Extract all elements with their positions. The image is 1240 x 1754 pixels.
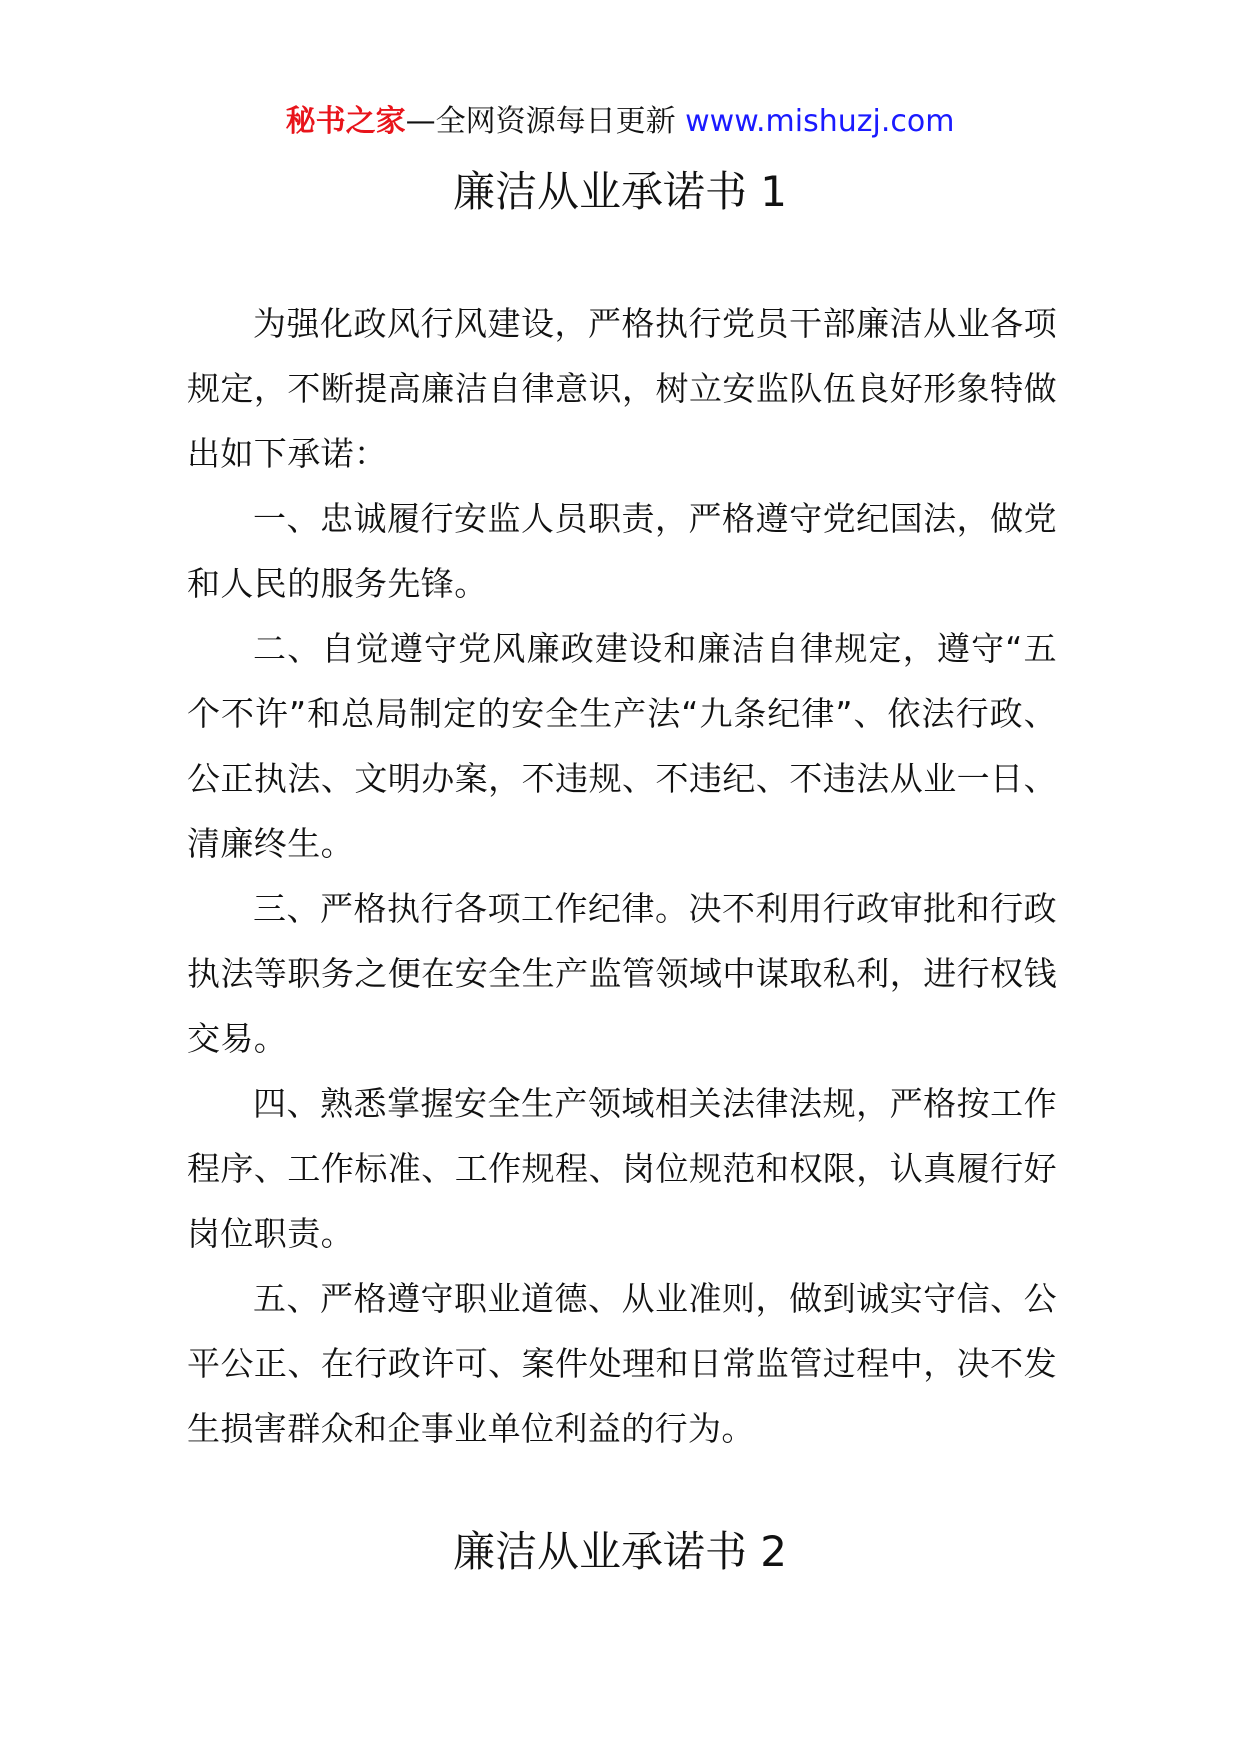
site-url-link[interactable]: www.mishuzj.com bbox=[685, 104, 955, 139]
site-brand: 秘书之家 bbox=[285, 104, 406, 139]
paragraph-item-5: 五、严格遵守职业道德、从业准则，做到诚实守信、公平公正、在行政许可、案件处理和日常监管过程中，决不发生损害群众和企事业单位利益的行为。 bbox=[187, 1279, 1057, 1448]
site-tagline: —全网资源每日更新 bbox=[405, 104, 686, 139]
site-header bbox=[0, 100, 1240, 144]
document-title-2: 廉洁从业承诺书 2 bbox=[452, 1527, 788, 1576]
paragraph-item-4: 四、熟悉掌握安全生产领域相关法律法规，严格按工作程序、工作标准、工作规程、岗位规范和权限，认真履行好岗位职责。 bbox=[187, 1084, 1057, 1253]
document-title-1: 廉洁从业承诺书 1 bbox=[452, 167, 788, 216]
document-body bbox=[187, 291, 1057, 1461]
paragraph-intro: 为强化政风行风建设，严格执行党员干部廉洁从业各项规定，不断提高廉洁自律意识，树立安监队伍良好形象特做出如下承诺： bbox=[187, 304, 1057, 473]
paragraph-item-1: 一、忠诚履行安监人员职责，严格遵守党纪国法，做党和人民的服务先锋。 bbox=[187, 499, 1057, 603]
paragraph-item-3: 三、严格执行各项工作纪律。决不利用行政审批和行政执法等职务之便在安全生产监管领域中谋取私利，进行权钱交易。 bbox=[187, 889, 1057, 1058]
paragraph-item-2: 二、自觉遵守党风廉政建设和廉洁自律规定，遵守“五个不许”和总局制定的安全生产法“九条纪律”、依法行政、公正执法、文明办案，不违规、不违纪、不违法从业一日、清廉终生。 bbox=[187, 629, 1057, 863]
